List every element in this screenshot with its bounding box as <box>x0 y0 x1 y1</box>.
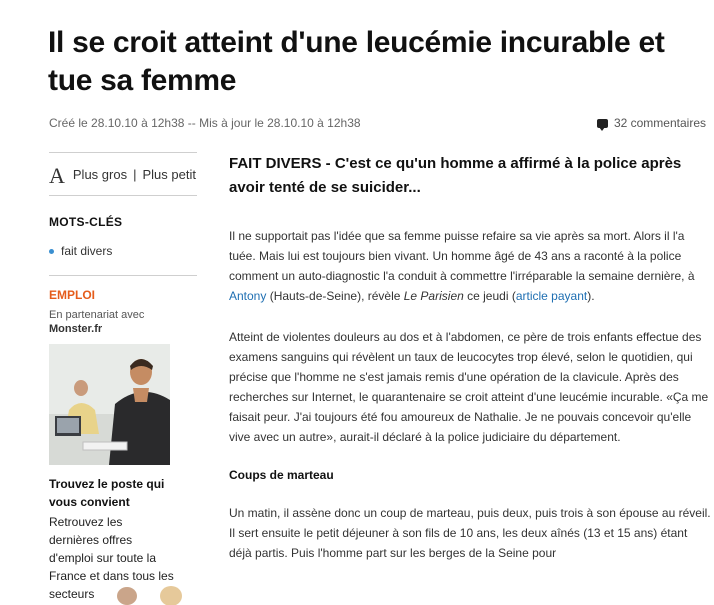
font-smaller-link[interactable]: Plus petit <box>142 166 196 182</box>
tag-label[interactable]: fait divers <box>61 244 113 258</box>
paragraph-1-text: (Hauts-de-Seine), révèle <box>266 289 404 303</box>
faces-image <box>115 580 195 600</box>
partner-text: En partenariat avec <box>49 309 145 321</box>
comments-count[interactable]: 32 commentaires <box>613 116 706 130</box>
article-body <box>229 152 711 563</box>
tags-heading: MOTS-CLÉS <box>49 215 123 229</box>
letter-a-icon: A <box>49 162 65 188</box>
font-size-separator: | <box>133 166 137 182</box>
paragraph-1-text: ). <box>587 289 595 303</box>
comments-link[interactable] <box>597 116 706 130</box>
paragraph-1-text: Il ne supportait pas l'idée que sa femme puisse refaire sa vie après sa mort. Alors il l'a tuée. Mais lui est toujours bien vivant. Un homme âgé de 43 ans a raconté à la police comment un auto-diagnostic l'a conduit à commettre l'irréparable la semaine dernière, à <box>229 229 695 283</box>
bullet-icon <box>49 249 54 254</box>
monster-link[interactable]: Monster.fr <box>49 323 103 335</box>
paragraph-3: Un matin, il assène donc un coup de marteau, puis deux, puis trois à son épouse au réveil. Il sert ensuite le petit déjeuner à son fils de 10 ans, les deux aînés (13 et 15 ans) étant déjà partis. Puis l'homme part sur les berges de la Seine pour <box>229 506 711 560</box>
paragraph-1-text: ce jeudi ( <box>463 289 516 303</box>
antony-link[interactable]: Antony <box>229 289 267 303</box>
job-description: Retrouvez les dernières offres d'emploi sur toute la France et dans tous les secteurs <box>49 515 174 601</box>
office-workers-image <box>49 344 170 465</box>
emploi-heading[interactable]: EMPLOI <box>49 288 96 302</box>
job-headline[interactable]: Trouvez le poste qui vous convient <box>49 477 165 509</box>
avatar-photos <box>115 580 195 600</box>
sidebar-divider <box>49 275 197 276</box>
font-bigger-link[interactable]: Plus gros <box>72 166 128 182</box>
paragraph-2: Atteint de violentes douleurs au dos et à l'abdomen, ce père de trois enfants effectue des examens sanguins qui révèlent un taux de leucocytes trop élevé, selon le quotidien, qui précise que l'homme ne s'est jamais remis d'une opération de la clavicule. Après des recherches sur Internet, le quarantenaire se croit atteint d'une leucémie incurable. «Ça me faisait peur. J'ai toujours été fou amoureux de Nathalie. Je ne pouvais concevoir qu'elle vive avec un autre», aurait-il déclaré à la police judiciaire du département. <box>229 330 709 444</box>
paid-article-link[interactable]: article payant <box>515 289 588 303</box>
article-lead: FAIT DIVERS - C'est ce qu'un homme a affirmé à la police après avoir tenté de se suicider... <box>229 155 682 196</box>
article-title: Il se croit atteint d'une leucémie incurable et tue sa femme <box>48 26 665 97</box>
section-heading: Coups de marteau <box>229 468 334 482</box>
job-photo[interactable] <box>49 344 170 465</box>
paragraph-1 <box>229 226 711 306</box>
article-dates: Créé le 28.10.10 à 12h38 -- Mis à jour le 28.10.10 à 12h38 <box>49 116 361 130</box>
speech-bubble-icon <box>597 119 608 128</box>
sidebar <box>49 152 197 603</box>
tag-item[interactable] <box>49 244 197 258</box>
source-name: Le Parisien <box>403 289 464 303</box>
font-size-controls <box>49 152 197 196</box>
